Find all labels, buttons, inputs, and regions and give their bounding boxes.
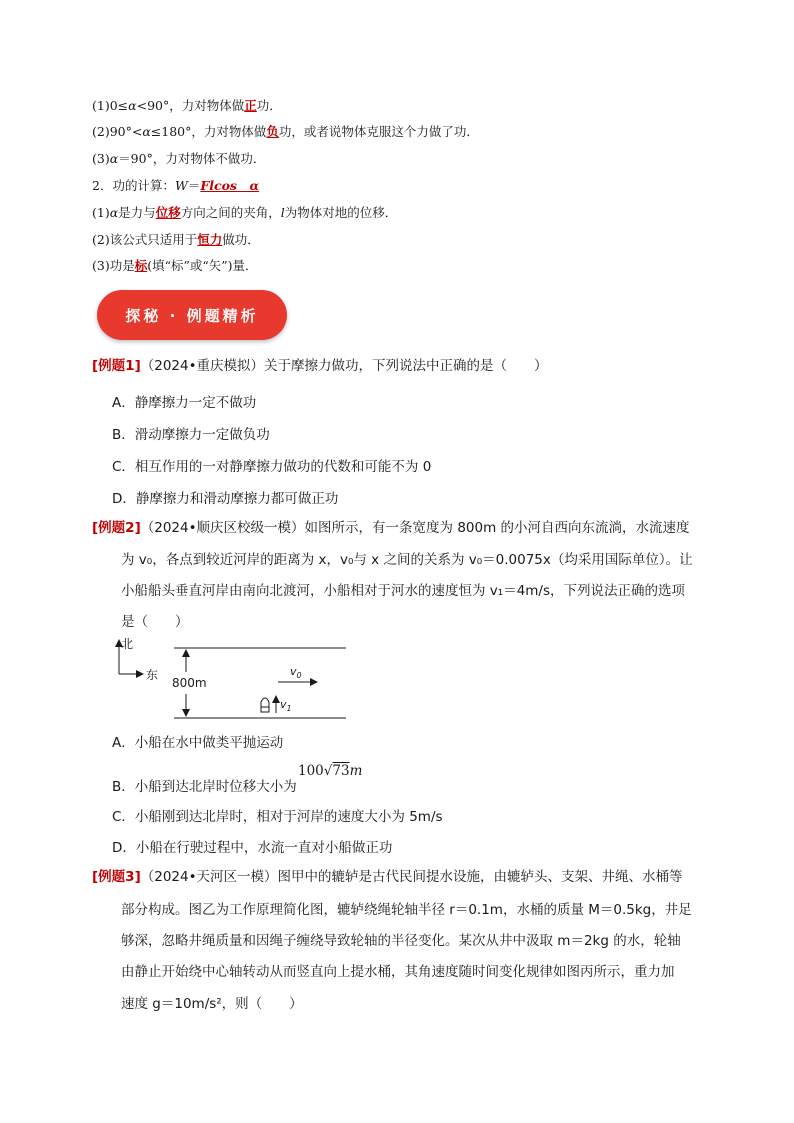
river-diagram bbox=[110, 632, 360, 724]
compass bbox=[119, 637, 158, 682]
q1-option-c: C．相互作用的一对静摩擦力做功的代数和可能不为 0 bbox=[112, 459, 432, 475]
q2-option-a: A．小船在水中做类平抛运动 bbox=[112, 735, 284, 751]
note-line-7: (3)功是标(填“标”或“矢”)量． bbox=[92, 258, 258, 273]
east-label: 东 bbox=[146, 668, 159, 682]
q3-line-4: 由静止开始绕中心轴转动从而竖直向上提水桶，其角速度随时间变化规律如图丙所示，重力加 bbox=[121, 964, 675, 980]
q1-option-a: A．静摩擦力一定不做功 bbox=[112, 395, 257, 411]
note-line-4: 2．功的计算：W＝Flcos α bbox=[92, 178, 260, 193]
boat-icon bbox=[261, 698, 269, 712]
q2-line-3: 小船船头垂直河岸由南向北渡河，小船相对于河水的速度恒为 v₁＝4m/s，下列说法正确的选项 bbox=[121, 583, 686, 599]
note-line-3: (3)α＝90°，力对物体不做功． bbox=[92, 151, 266, 166]
q1-option-b: B．滑动摩擦力一定做负功 bbox=[112, 427, 270, 443]
note-line-2: (2)90°<α≤180°，力对物体做负功，或者说物体克服这个力做了功． bbox=[92, 124, 479, 139]
q2-line-2: 为 v₀，各点到较近河岸的距离为 x，v₀与 x 之间的关系为 v₀＝0.0075x（均采用国际单位）。让 bbox=[121, 552, 693, 568]
q3-line-2: 部分构成。图乙为工作原理简化图，辘轳绕绳轮轴半径 r＝0.1m，水桶的质量 M＝0.5kg，井足 bbox=[121, 902, 692, 918]
v1-label: $v_1$ bbox=[280, 698, 292, 713]
question-2: [例题2]（2024•顺庆区校级一模）如图所示，有一条宽度为 800m 的小河自西向东流淌，水流速度 bbox=[92, 520, 690, 536]
displacement-formula: 100√73m bbox=[298, 763, 363, 779]
note-line-5: (1)α是力与位移方向之间的夹角，l为物体对地的位移． bbox=[92, 205, 398, 220]
q2-option-b: B．小船到达北岸时位移大小为 bbox=[112, 779, 297, 795]
q3-line-3: 够深，忽略井绳质量和因绳子缠绕导致轮轴的半径变化。某次从井中汲取 m＝2kg 的水，轮轴 bbox=[121, 933, 681, 949]
q3-line-5: 速度 g＝10m/s²，则（ ） bbox=[121, 996, 303, 1012]
note-line-1: (1)0≤α<90°，力对物体做正功． bbox=[92, 98, 282, 113]
banner-label: 探秘 · 例题精析 bbox=[125, 306, 259, 325]
q2-option-c: C．小船刚到达北岸时，相对于河岸的速度大小为 5m/s bbox=[112, 809, 443, 825]
width-label: 800m bbox=[172, 676, 207, 690]
note-line-6: (2)该公式只适用于恒力做功． bbox=[92, 232, 260, 247]
q2-line-4: 是（ ） bbox=[121, 614, 189, 630]
section-banner bbox=[97, 290, 287, 340]
q1-option-d: D．静摩擦力和滑动摩擦力都可做正功 bbox=[112, 491, 339, 507]
question-1: [例题1]（2024•重庆模拟）关于摩擦力做功，下列说法中正确的是（ ） bbox=[92, 358, 548, 374]
q2-option-d: D．小船在行驶过程中，水流一直对小船做正功 bbox=[112, 840, 393, 856]
question-tag: [例题1] bbox=[92, 358, 141, 374]
question-tag: [例题3] bbox=[92, 869, 141, 885]
north-label: 北 bbox=[121, 637, 134, 651]
v0-label: $v_0$ bbox=[290, 665, 302, 680]
question-tag: [例题2] bbox=[92, 520, 141, 536]
question-3: [例题3]（2024•天河区一模）图甲中的辘轳是古代民间提水设施，由辘轳头、支架、井绳、水桶等 bbox=[92, 869, 683, 885]
